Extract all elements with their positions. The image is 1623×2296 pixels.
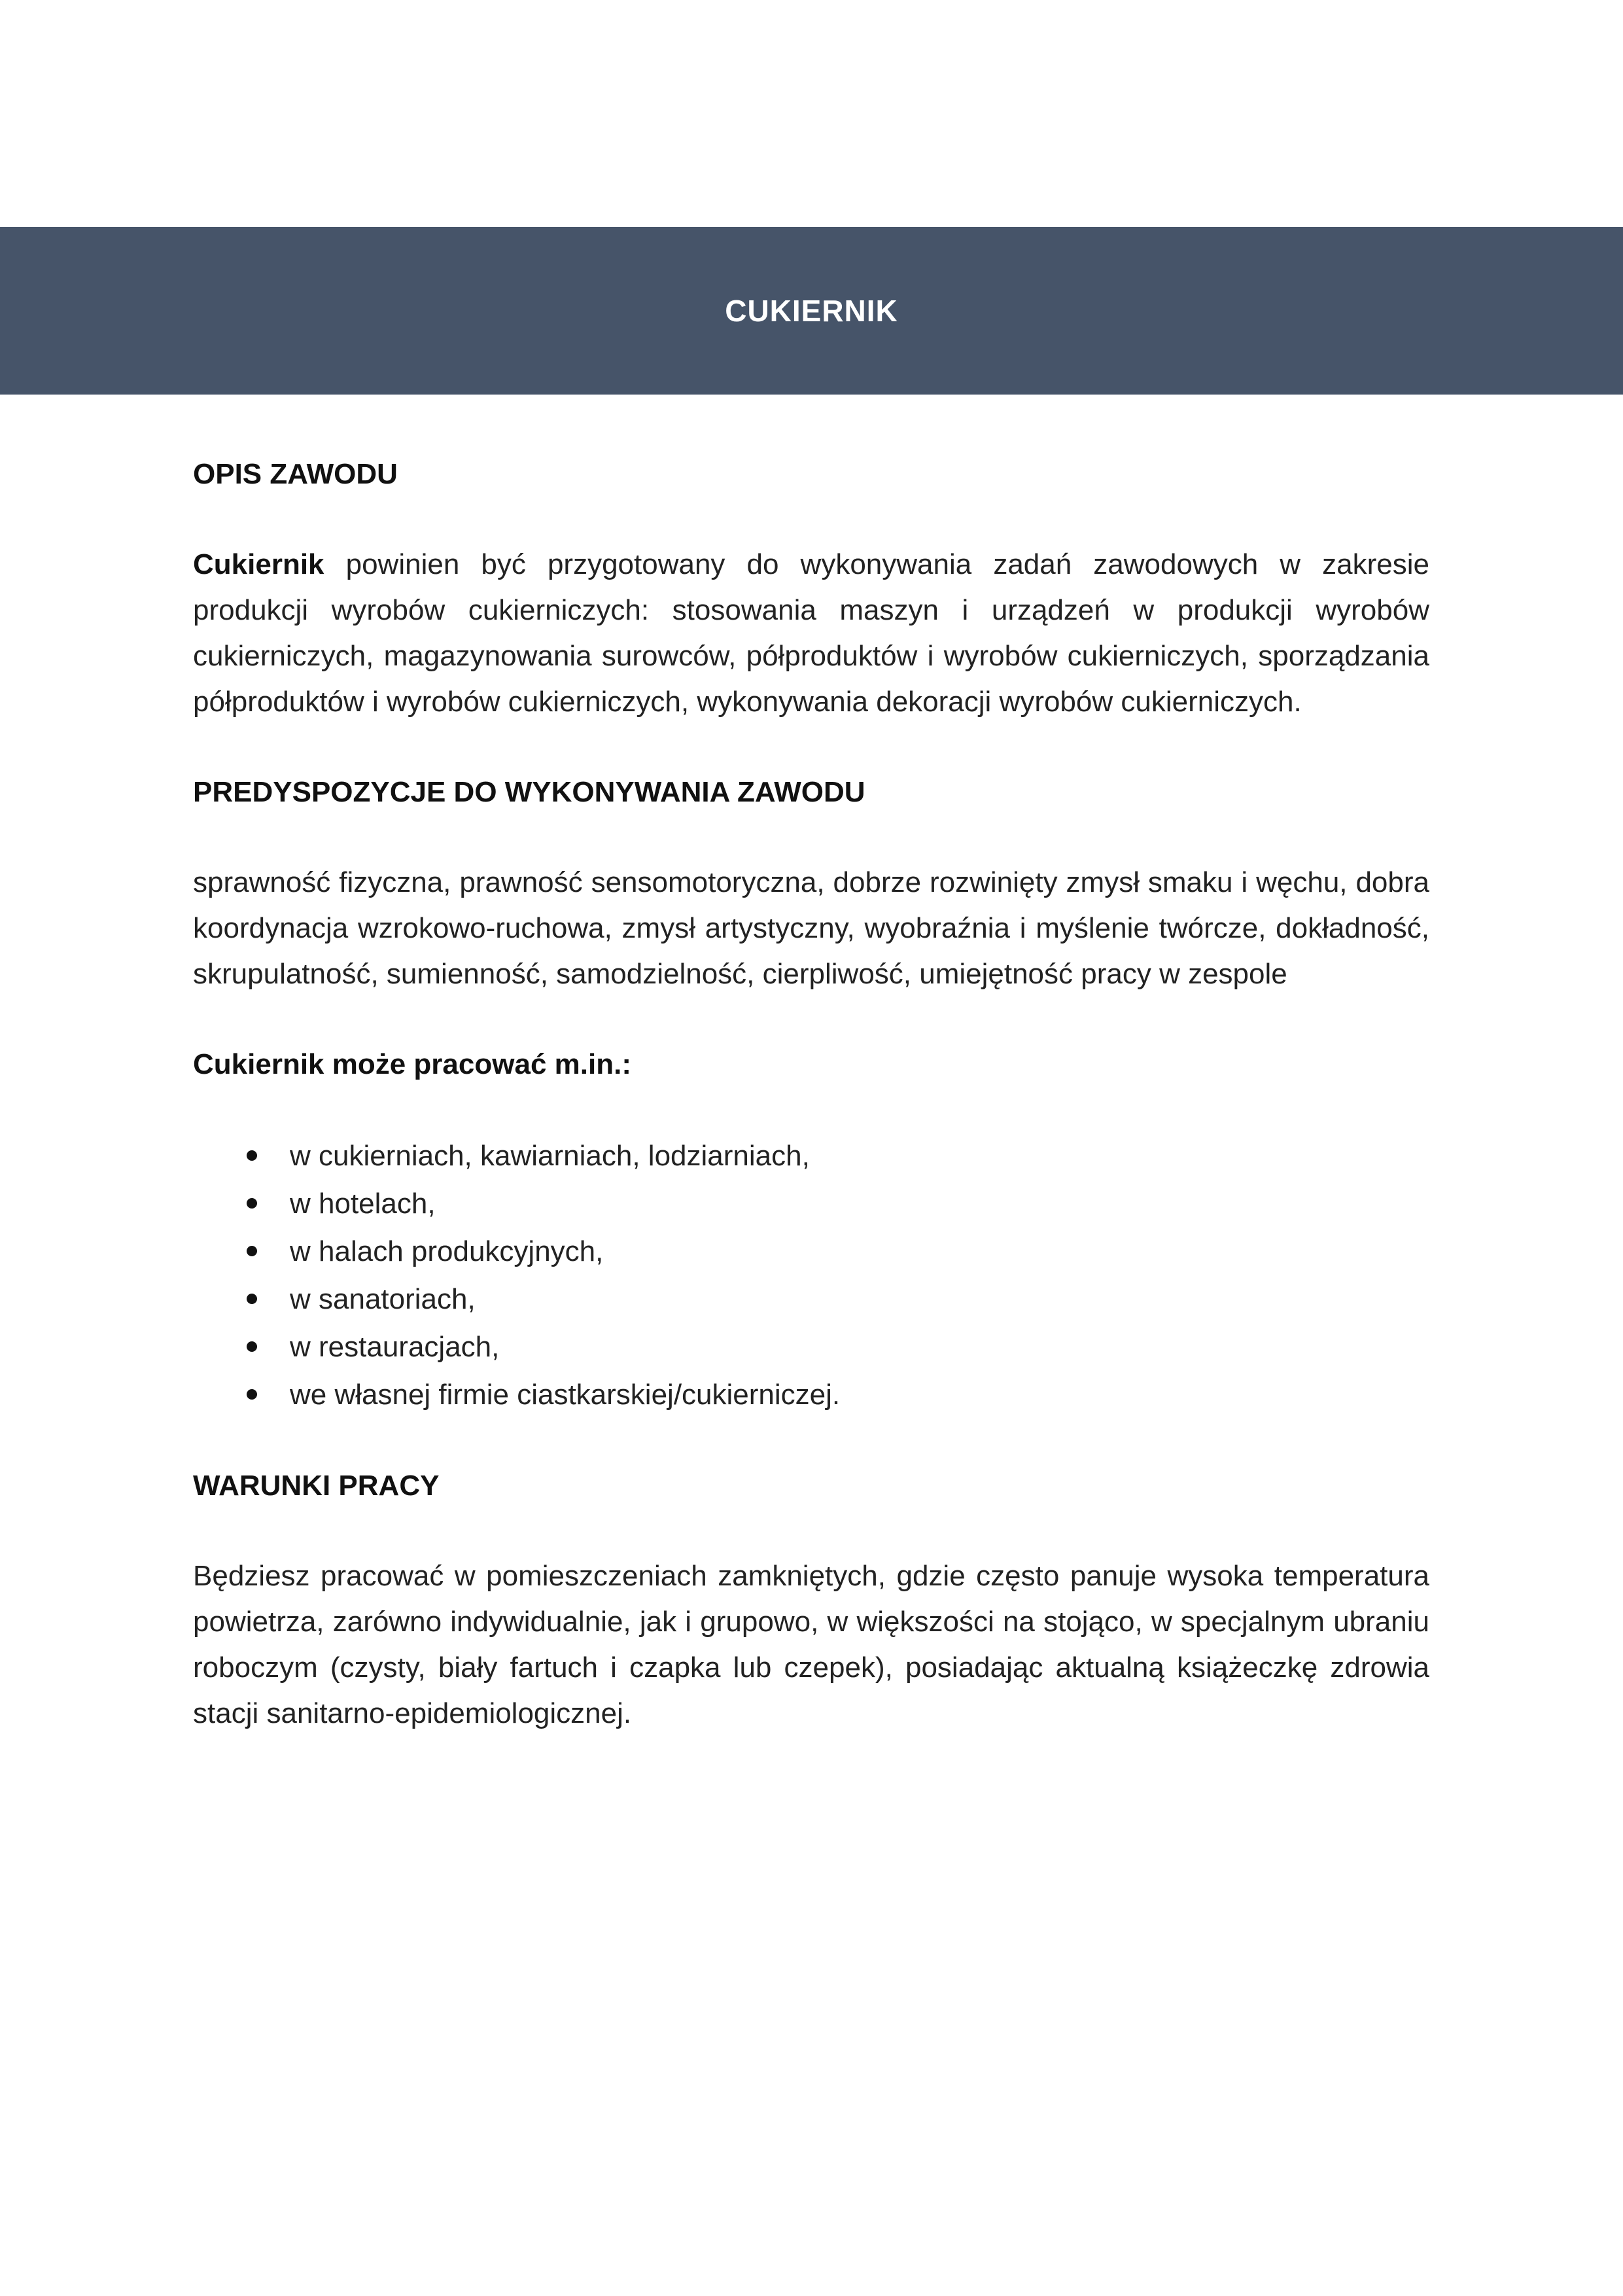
section-heading-predyspozycje: PREDYSPOZYCJE DO WYKONYWANIA ZAWODU	[193, 776, 865, 808]
bullet-icon	[247, 1389, 257, 1400]
list-item-label: we własnej firmie ciastkarskiej/cukierniczej.	[290, 1379, 841, 1411]
workplace-list	[193, 1132, 1429, 1419]
bullet-icon	[247, 1198, 257, 1209]
section-text-opis	[193, 542, 1429, 725]
bullet-icon	[247, 1294, 257, 1304]
list-item	[193, 1371, 1429, 1419]
opis-body: powinien być przygotowany do wykonywania zadań zawodowych w zakresie produkcji wyrobów cukierniczych: stosowania maszyn i urządzeń w produkcji wyrobów cukierniczych, magazynowania surowców, półproduktów i wyrobów cukierniczych, sporządzania półproduktów i wyrobów cukierniczych, wykonywania dekoracji wyrobów cukierniczych.	[193, 548, 1429, 718]
section-text-warunki: Będziesz pracować w pomieszczeniach zamkniętych, gdzie często panuje wysoka temperatura powietrza, zarówno indywidualnie, jak i grupowo, w większości na stojąco, w specjalnym ubraniu roboczym (czysty, biały fartuch i czapka lub czepek), posiadając aktualną książeczkę zdrowia stacji sanitarno-epidemiologicznej.	[193, 1560, 1429, 1729]
spacer	[193, 1087, 1429, 1132]
list-item-label: w halach produkcyjnych,	[290, 1235, 604, 1267]
spacer	[193, 725, 1429, 769]
section-heading-opis: OPIS ZAWODU	[193, 458, 398, 490]
lead-term: Cukiernik	[193, 548, 324, 580]
list-item-label: w cukierniach, kawiarniach, lodziarniach,	[290, 1140, 810, 1172]
bullet-icon	[247, 1341, 257, 1352]
list-item	[193, 1227, 1429, 1275]
list-item	[193, 1323, 1429, 1371]
list-item-label: w sanatoriach,	[290, 1283, 476, 1315]
list-item-label: w restauracjach,	[290, 1331, 500, 1363]
list-item-label: w hotelach,	[290, 1188, 436, 1220]
page-title: CUKIERNIK	[725, 294, 898, 328]
list-item	[193, 1132, 1429, 1180]
spacer	[193, 1419, 1429, 1463]
spacer	[193, 997, 1429, 1042]
spacer	[193, 1509, 1429, 1553]
spacer	[193, 497, 1429, 542]
list-item	[193, 1180, 1429, 1227]
section-heading-praca: Cukiernik może pracować m.in.:	[193, 1048, 631, 1080]
title-band	[0, 227, 1623, 395]
document-body	[193, 451, 1429, 1737]
section-text-predyspozycje: sprawność fizyczna, prawność sensomotoryczna, dobrze rozwinięty zmysł smaku i węchu, dobra koordynacja wzrokowo-ruchowa, zmysł artystyczny, wyobraźnia i myślenie twórcze, dokładność, skrupulatność, sumienność, samodzielność, cierpliwość, umiejętność pracy w zespole	[193, 866, 1429, 990]
bullet-icon	[247, 1246, 257, 1256]
spacer	[193, 815, 1429, 860]
section-heading-warunki: WARUNKI PRACY	[193, 1470, 440, 1502]
bullet-icon	[247, 1150, 257, 1161]
list-item	[193, 1275, 1429, 1323]
